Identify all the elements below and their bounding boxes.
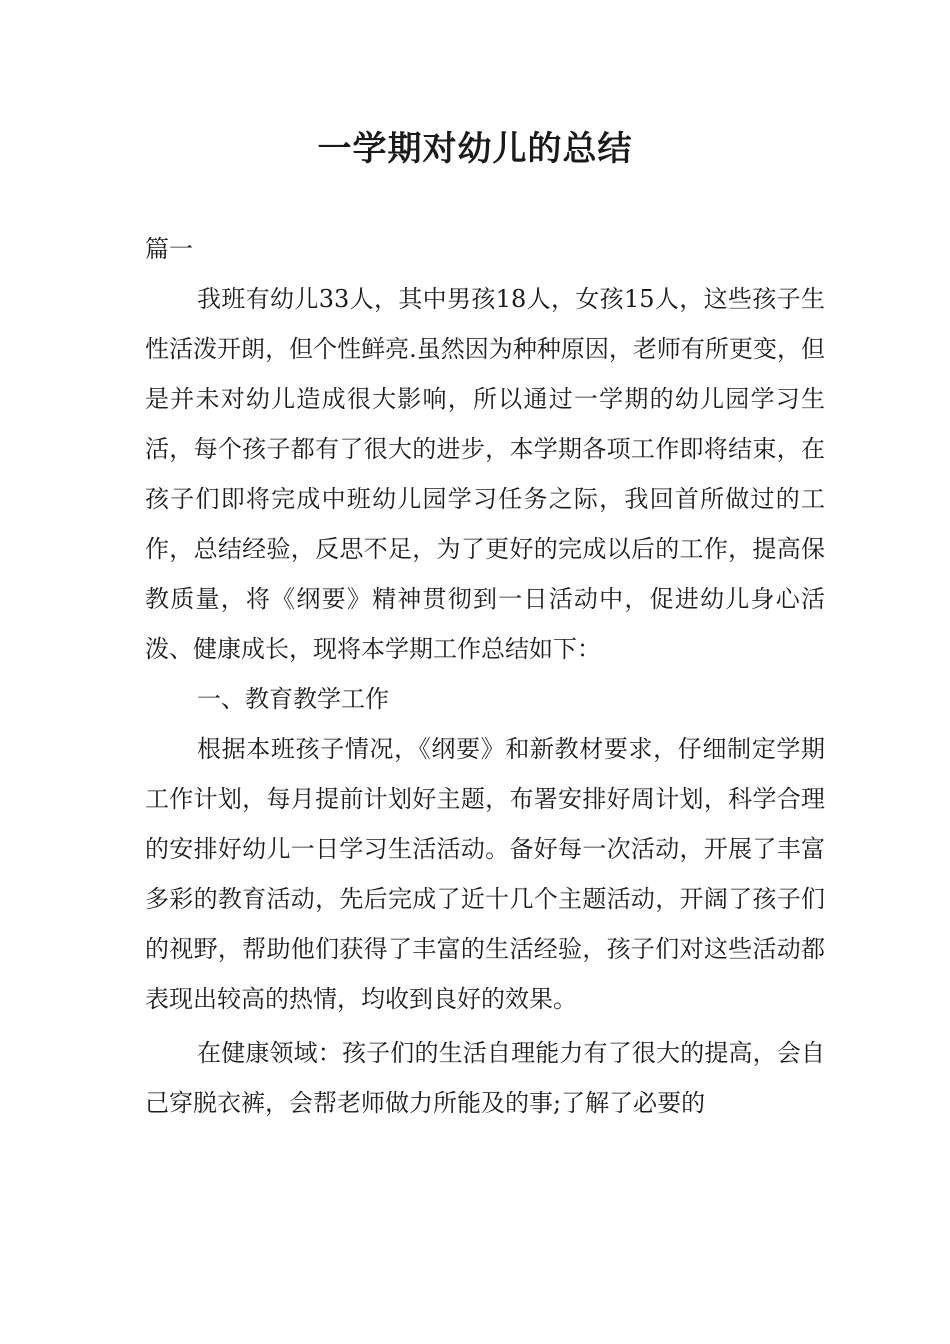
section-label: 篇一 (145, 235, 193, 263)
paragraph-teaching: 根据本班孩子情况，《纲要》和新教材要求，仔细制定学期工作计划，每月提前计划好主题，布署安排好周计划，科学合理的安排好幼儿一日学习生活活动。备好每一次活动，开展了丰富多彩的教育活动，先后完成了近十几个主题活动，开阔了孩子们的视野，帮助他们获得了丰富的生活经验，孩子们对这些活动都表现出较高的热情，均收到良好的效果。 (145, 735, 825, 1013)
document-body (145, 224, 825, 1128)
paragraph-intro: 我班有幼儿33人，其中男孩18人，女孩15人，这些孩子生性活泼开朗，但个性鲜亮.虽然因为种种原因，老师有所更变，但是并未对幼儿造成很大影响，所以通过一学期的幼儿园学习生活，每个孩子都有了很大的进步，本学期各项工作即将结束，在孩子们即将完成中班幼儿园学习任务之际，我回首所做过的工作，总结经验，反思不足，为了更好的完成以后的工作，提高保教质量，将《纲要》精神贯彻到一日活动中，促进幼儿身心活泼、健康成长，现将本学期工作总结如下： (145, 285, 825, 663)
section-heading: 一、教育教学工作 (197, 685, 389, 713)
paragraph-health: 在健康领域：孩子们的生活自理能力有了很大的提高，会自己穿脱衣裤，会帮老师做力所能及的事;了解了必要的 (145, 1039, 825, 1117)
document-title: 一学期对幼儿的总结 (317, 129, 633, 169)
